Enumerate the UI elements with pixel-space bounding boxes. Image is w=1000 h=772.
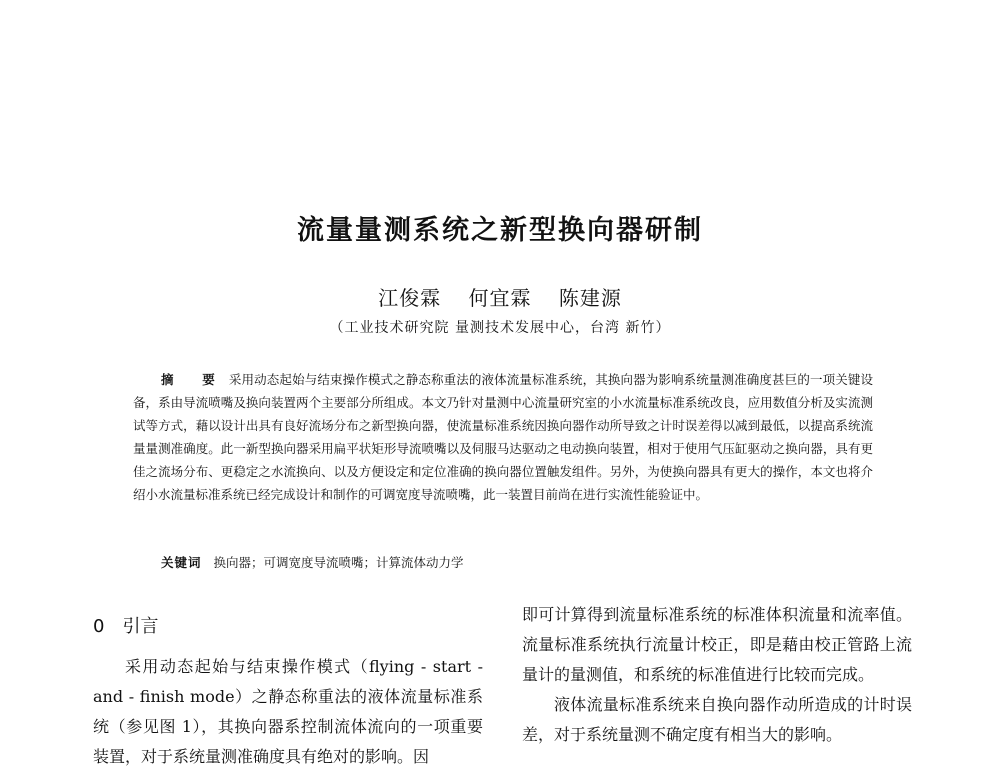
abstract-label: 摘 要: [161, 372, 223, 387]
keywords: [161, 553, 873, 573]
author-list: [0, 282, 1000, 311]
author-affiliation: （工业技术研究院 量测技术发展中心，台湾 新竹）: [329, 320, 671, 336]
author-2: 何宜霖: [468, 286, 532, 310]
keywords-text: 换向器；可调宽度导流喷嘴；计算流体动力学: [213, 555, 464, 570]
body-paragraph: 液体流量标准系统来自换向器作动所造成的计时误差，对于系统量测不确定度有相当大的影响。: [522, 695, 912, 744]
abstract-text: 采用动态起始与结束操作模式之静态称重法的液体流量标准系统，其换向器为影响系统量测准确度甚巨的一项关键设备，系由导流喷嘴及换向装置两个主要部分所组成。本文乃针对量测中心流量研究室的小水流量标准系统改良，应用数值分析及实流测试等方式，藉以设计出具有良好流场分布之新型换向器，使流量标准系统因换向器作动所导致之计时误差得以减到最低，以提高系统流量量测准确度。此一新型换向器采用扁平状矩形导流喷嘴以及伺服马达驱动之电动换向装置，相对于使用气压缸驱动之换向器，具有更佳之流场分布、更稳定之水流换向、以及方便设定和定位准确的换向器位置触发组件。另外，为使换向器具有更大的操作，本文也将介绍小水流量标准系统已经完成设计和制作的可调宽度导流喷嘴，此一装置目前尚在进行实流性能验证中。: [133, 372, 873, 502]
keywords-label: 关键词: [161, 555, 202, 570]
author-3: 陈建源: [558, 286, 622, 310]
body-paragraph: 即可计算得到流量标准系统的标准体积流量和流率值。流量标准系统执行流量计校正，即是藉由校正管路上流量计的量测值，和系统的标准值进行比较而完成。: [522, 605, 912, 684]
section-heading-introduction: [93, 612, 483, 642]
section-number: 0: [93, 616, 105, 637]
abstract: [133, 368, 873, 506]
paper-title: 流量量测系统之新型换向器研制: [297, 215, 703, 246]
body-paragraph: 采用动态起始与结束操作模式（flying - start - and - finish mode）之静态称重法的液体流量标准系统（参见图 1），其换向器系控制流体流向的一项重要装置，对于系统量测准确度具有绝对的影响。因: [93, 657, 483, 766]
left-column: [93, 612, 483, 772]
section-title: 引言: [122, 616, 159, 637]
right-column: [522, 600, 912, 750]
author-1: 江俊霖: [378, 286, 442, 310]
